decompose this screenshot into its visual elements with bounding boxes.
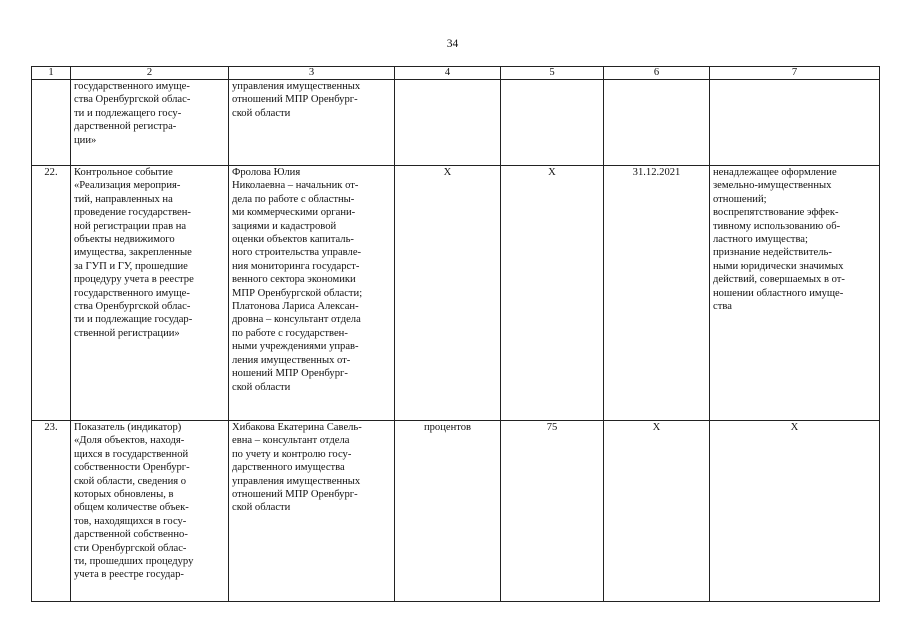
event-cell: Контрольное событие «Реализация мероприя- тий, направленных на проведение государствен- ной регистрации прав на объекты недвижимого имущества, закрепленные за ГУП и ГУ, прошедшие процедуру учета в реестре государственного имуще- ства Оренбургской облас- ти и подлежащие государ- ственной регистрации»	[71, 166, 229, 421]
risks-cell: ненадлежащее оформление земельно-имущественных отношений; воспрепятствование эффек- тивному использованию об- ластного имущества; признание недействитель- ными юридически значимых действий, совершаемых в от- ношении областного имуще- ства	[710, 166, 880, 421]
table-row	[32, 80, 880, 166]
column-header: 6	[604, 67, 710, 80]
column-header: 1	[32, 67, 71, 80]
column-header: 7	[710, 67, 880, 80]
responsible-cell: управления имущественных отношений МПР Оренбург- ской области	[229, 80, 395, 166]
row-number: 23.	[32, 421, 71, 602]
table-row	[32, 166, 880, 421]
column-header: 2	[71, 67, 229, 80]
responsible-cell: Хибакова Екатерина Савель- евна – консультант отдела по учету и контролю госу- дарственного имущества управления имущественных отношений МПР Оренбург- ской области	[229, 421, 395, 602]
event-cell: государственного имуще- ства Оренбургской облас- ти и подлежащего госу- дарственной регистра- ции»	[71, 80, 229, 166]
table-row	[32, 421, 880, 602]
page-number: 34	[446, 38, 459, 50]
unit-cell: Х	[395, 166, 501, 421]
row-number	[32, 80, 71, 166]
column-header: 4	[395, 67, 501, 80]
header-row	[32, 67, 880, 80]
deadline-cell: Х	[604, 421, 710, 602]
event-cell: Показатель (индикатор) «Доля объектов, находя- щихся в государственной собственности Оренбург- ской области, сведения о которых обновлены, в общем количестве объек- тов, находящихся в госу- дарственной собственно- сти Оренбургской облас- ти, прошедших процедуру учета в реестре государ-	[71, 421, 229, 602]
column-header: 3	[229, 67, 395, 80]
risks-cell: Х	[710, 421, 880, 602]
row-number: 22.	[32, 166, 71, 421]
responsible-cell: Фролова Юлия Николаевна – начальник от- дела по работе с областны- ми коммерческими органи- зациями и кадастровой оценки объектов капиталь- ного строительства управле- ния мониторинга государст- венного сектора экономики МПР Оренбургской области; Платонова Лариса Алексан- дровна – консультант отдела по работе с государствен- ными учреждениями управ- ления имущественных от- ношений МПР Оренбург- ской области	[229, 166, 395, 421]
value-cell: 75	[501, 421, 604, 602]
unit-cell: процентов	[395, 421, 501, 602]
value-cell	[501, 80, 604, 166]
unit-cell	[395, 80, 501, 166]
value-cell: Х	[501, 166, 604, 421]
deadline-cell	[604, 80, 710, 166]
risks-cell	[710, 80, 880, 166]
deadline-cell: 31.12.2021	[604, 166, 710, 421]
plan-table	[31, 66, 880, 602]
column-header: 5	[501, 67, 604, 80]
